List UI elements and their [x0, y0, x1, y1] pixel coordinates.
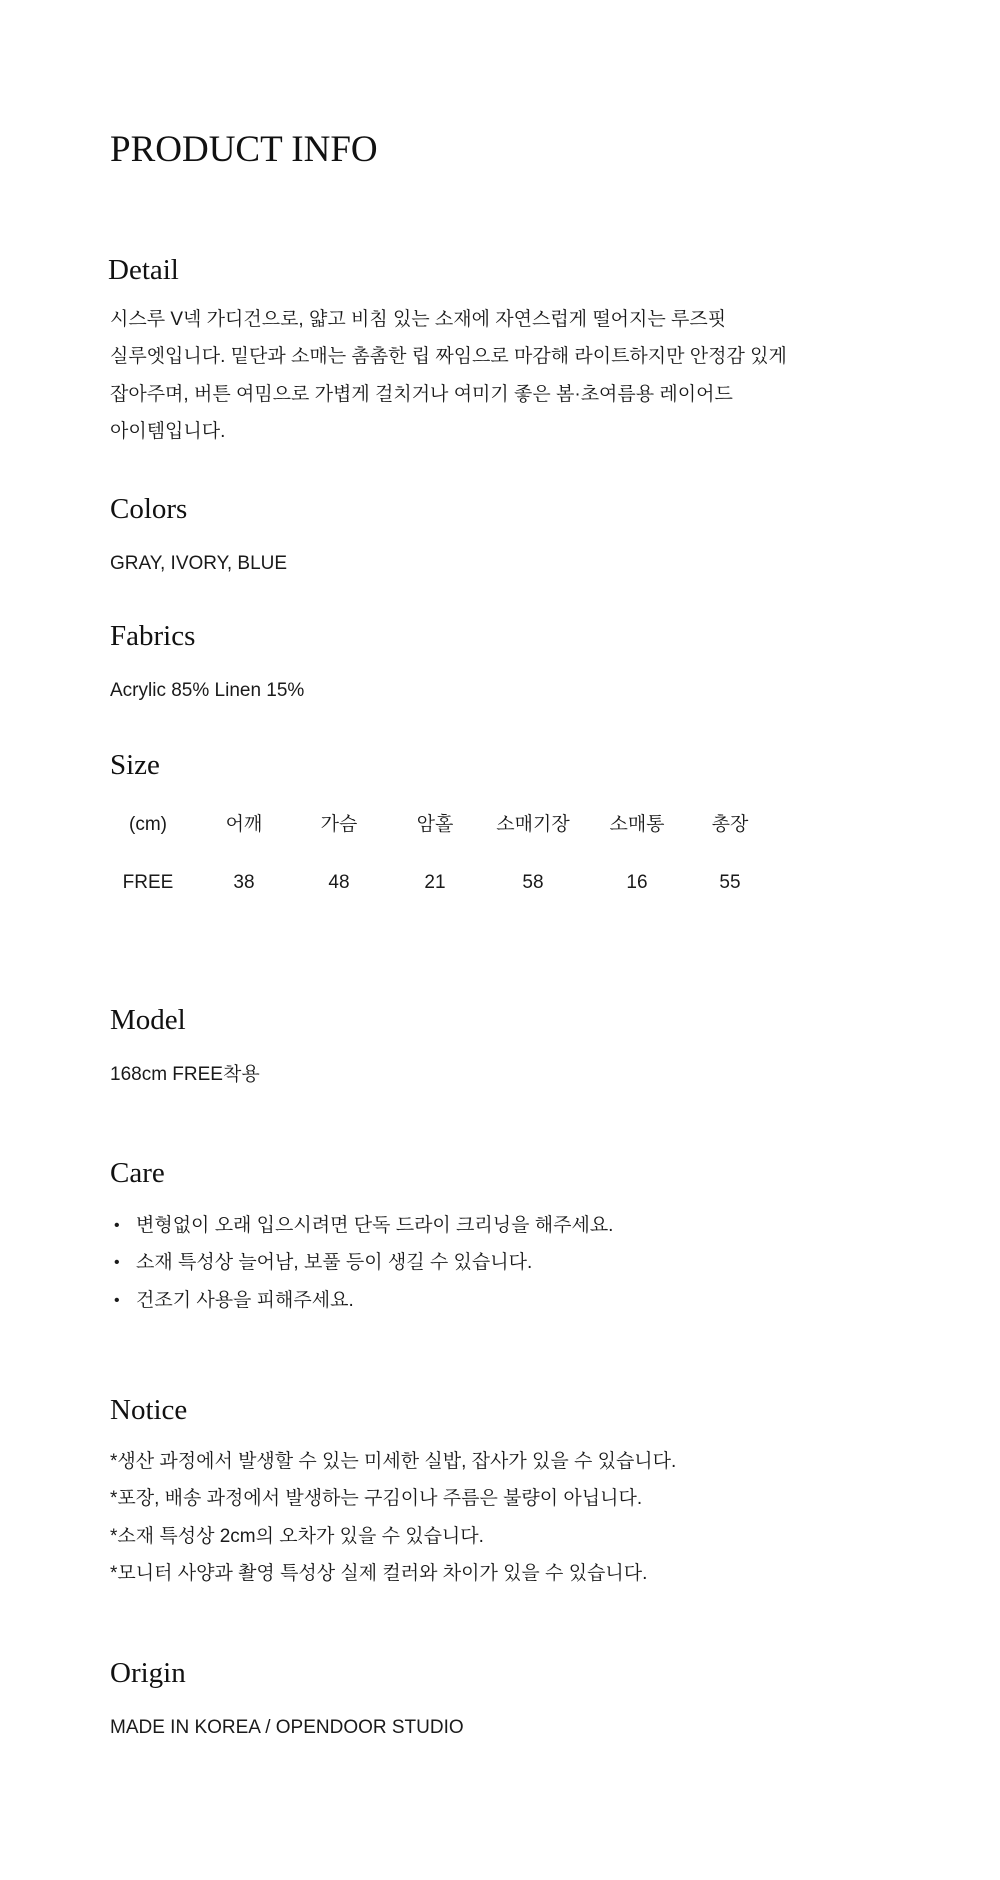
size-header-cell: 어깨 [225, 814, 263, 835]
origin-heading: Origin [110, 1657, 186, 1689]
notice-heading: Notice [110, 1394, 188, 1426]
size-header-cell: 소매기장 [496, 814, 570, 835]
notice-item: *소재 특성상 2cm의 오차가 있을 수 있습니다. [110, 1526, 484, 1547]
origin-value: MADE IN KOREA / OPENDOOR STUDIO [110, 1717, 464, 1738]
bullet-icon: • [114, 1217, 120, 1234]
colors-value: GRAY, IVORY, BLUE [110, 553, 288, 574]
detail-line: 잡아주며, 버튼 여밈으로 가볍게 걸치거나 여미기 좋은 봄·초여름용 레이어드 [110, 384, 733, 405]
model-value: 168cm FREE착용 [110, 1064, 260, 1085]
detail-line: 아이템입니다. [110, 421, 226, 442]
size-cell: 58 [522, 872, 544, 893]
care-heading: Care [110, 1157, 165, 1189]
colors-heading: Colors [110, 493, 188, 525]
size-heading: Size [110, 749, 160, 781]
bullet-icon: • [114, 1254, 120, 1271]
size-cell: 21 [424, 872, 446, 893]
size-header-cell: (cm) [129, 814, 167, 835]
fabrics-value: Acrylic 85% Linen 15% [110, 680, 305, 701]
size-header-cell: 암홀 [416, 814, 454, 835]
size-cell: 38 [233, 872, 255, 893]
detail-heading: Detail [108, 254, 179, 286]
size-cell: 16 [626, 872, 648, 893]
bullet-icon: • [114, 1292, 120, 1309]
page-title: PRODUCT INFO [110, 129, 378, 170]
care-item: 변형없이 오래 입으시려면 단독 드라이 크리닝을 해주세요. [136, 1215, 614, 1236]
size-header-cell: 가슴 [320, 814, 358, 835]
fabrics-heading: Fabrics [110, 620, 196, 652]
care-item: 건조기 사용을 피해주세요. [136, 1290, 354, 1311]
size-header-cell: 소매통 [609, 814, 665, 835]
size-header-cell: 총장 [711, 814, 749, 835]
care-item: 소재 특성상 늘어남, 보풀 등이 생길 수 있습니다. [136, 1252, 533, 1273]
notice-item: *포장, 배송 과정에서 발생하는 구김이나 주름은 불량이 아닙니다. [110, 1488, 643, 1509]
model-heading: Model [110, 1004, 186, 1036]
notice-item: *생산 과정에서 발생할 수 있는 미세한 실밥, 잡사가 있을 수 있습니다. [110, 1451, 677, 1472]
notice-item: *모니터 사양과 촬영 특성상 실제 컬러와 차이가 있을 수 있습니다. [110, 1563, 648, 1584]
size-cell: FREE [122, 872, 174, 893]
detail-line: 실루엣입니다. 밑단과 소매는 촘촘한 립 짜임으로 마감해 라이트하지만 안정감 있게 [110, 346, 787, 367]
detail-line: 시스루 V넥 가디건으로, 얇고 비침 있는 소재에 자연스럽게 떨어지는 루즈핏 [110, 309, 727, 330]
size-cell: 48 [328, 872, 350, 893]
size-cell: 55 [719, 872, 741, 893]
